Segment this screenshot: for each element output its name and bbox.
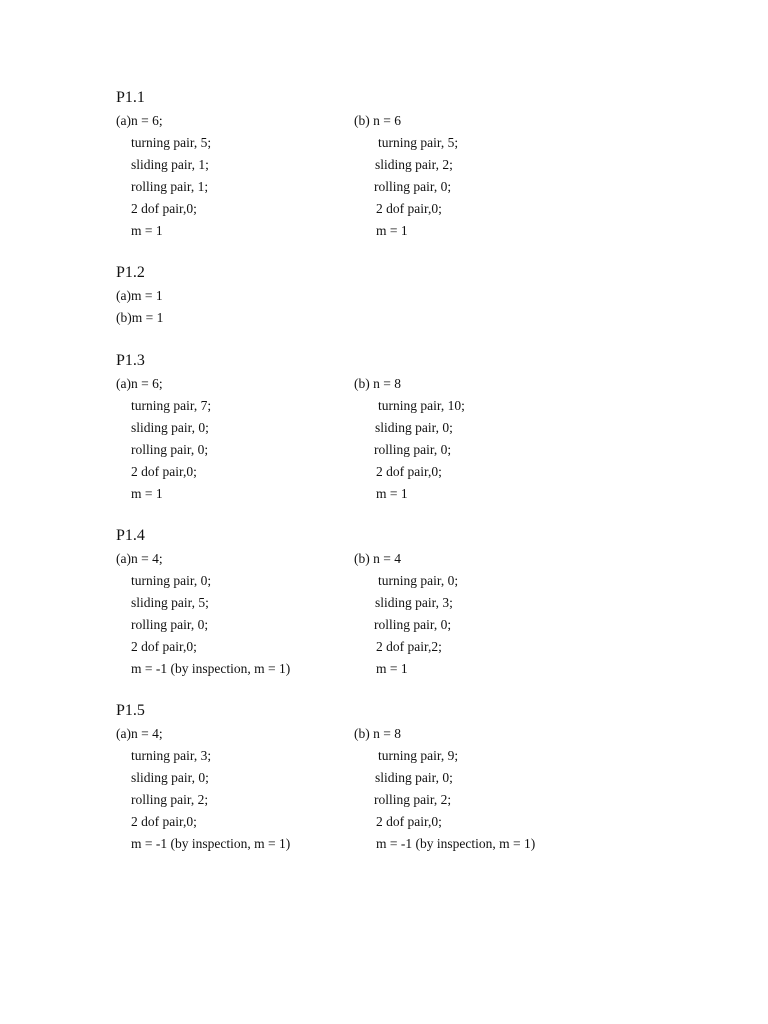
- part-b-line: m = 1: [376, 223, 408, 238]
- part-a-label: (a)n = 4;: [116, 726, 163, 741]
- part-b-line: turning pair, 5;: [378, 135, 459, 150]
- part-b-line: rolling pair, 0;: [374, 442, 452, 457]
- part-b-label: (b) n = 6: [354, 113, 401, 128]
- part-b-label: (b) n = 8: [354, 376, 401, 391]
- part-b-line: rolling pair, 2;: [374, 792, 452, 807]
- part-b-line: m = -1 (by inspection, m = 1): [376, 836, 536, 851]
- part-b-line: 2 dof pair,0;: [376, 201, 442, 216]
- part-a-label: (a)n = 4;: [116, 551, 163, 566]
- part-a-label: (a)n = 6;: [116, 376, 163, 391]
- problem-heading: P1.3: [116, 352, 145, 369]
- part-b-line: 2 dof pair,2;: [376, 639, 442, 654]
- part-b-label: (b)m = 1: [116, 310, 164, 325]
- part-b-line: sliding pair, 3;: [375, 595, 453, 610]
- part-a-line: sliding pair, 0;: [131, 770, 209, 785]
- problem-heading: P1.2: [116, 264, 145, 281]
- part-a-line: m = 1: [131, 223, 163, 238]
- part-b-line: turning pair, 0;: [378, 573, 459, 588]
- part-a-label: (a)n = 6;: [116, 113, 163, 128]
- part-b-label: (b) n = 4: [354, 551, 401, 566]
- part-a-line: rolling pair, 2;: [131, 792, 209, 807]
- part-a-line: rolling pair, 0;: [131, 442, 209, 457]
- problem-heading: P1.4: [116, 527, 145, 544]
- part-b-line: sliding pair, 0;: [375, 770, 453, 785]
- part-a-label: (a)m = 1: [116, 288, 163, 303]
- part-b-line: m = 1: [376, 486, 408, 501]
- part-b-line: rolling pair, 0;: [374, 179, 452, 194]
- part-a-line: 2 dof pair,0;: [131, 814, 197, 829]
- part-b-line: rolling pair, 0;: [374, 617, 452, 632]
- part-a-line: m = -1 (by inspection, m = 1): [131, 661, 291, 676]
- part-a-line: 2 dof pair,0;: [131, 201, 197, 216]
- part-b-line: 2 dof pair,0;: [376, 464, 442, 479]
- part-a-line: turning pair, 7;: [131, 398, 212, 413]
- problem-heading: P1.1: [116, 89, 145, 106]
- part-a-line: turning pair, 3;: [131, 748, 212, 763]
- part-a-line: rolling pair, 0;: [131, 617, 209, 632]
- part-b-line: m = 1: [376, 661, 408, 676]
- part-a-line: 2 dof pair,0;: [131, 639, 197, 654]
- part-b-line: sliding pair, 2;: [375, 157, 453, 172]
- part-a-line: sliding pair, 0;: [131, 420, 209, 435]
- part-b-line: 2 dof pair,0;: [376, 814, 442, 829]
- part-a-line: 2 dof pair,0;: [131, 464, 197, 479]
- part-a-line: m = 1: [131, 486, 163, 501]
- part-b-line: turning pair, 10;: [378, 398, 465, 413]
- problem-heading: P1.5: [116, 702, 145, 719]
- part-a-line: sliding pair, 5;: [131, 595, 209, 610]
- part-a-line: rolling pair, 1;: [131, 179, 209, 194]
- part-b-label: (b) n = 8: [354, 726, 401, 741]
- part-a-line: turning pair, 5;: [131, 135, 212, 150]
- part-b-line: turning pair, 9;: [378, 748, 459, 763]
- part-a-line: m = -1 (by inspection, m = 1): [131, 836, 291, 851]
- part-a-line: turning pair, 0;: [131, 573, 212, 588]
- part-a-line: sliding pair, 1;: [131, 157, 209, 172]
- part-b-line: sliding pair, 0;: [375, 420, 453, 435]
